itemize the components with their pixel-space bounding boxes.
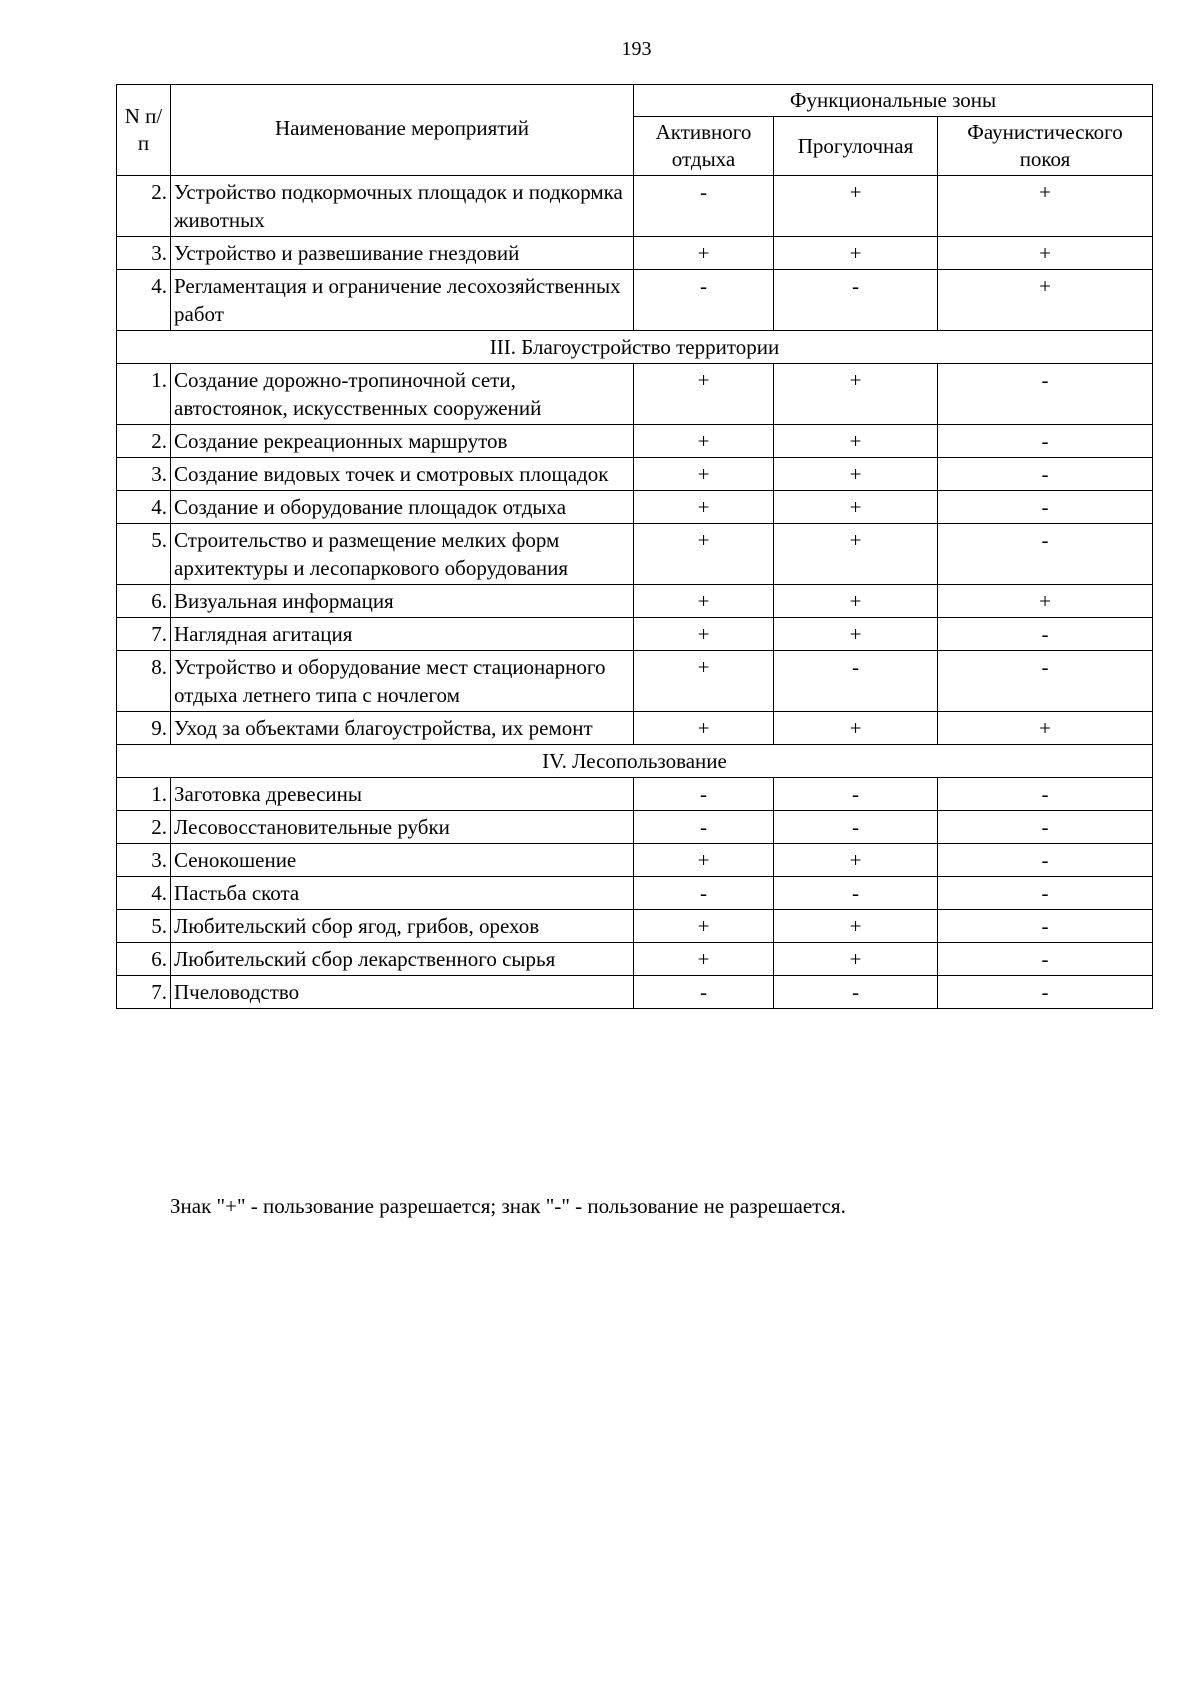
- section-title: IV. Лесопользование: [117, 745, 1153, 778]
- measure-name: Любительский сбор лекарственного сырья: [171, 943, 634, 976]
- table-row: [117, 585, 1153, 618]
- mark-walking: -: [774, 877, 938, 910]
- mark-walking: -: [774, 651, 938, 712]
- mark-active-rest: +: [634, 364, 774, 425]
- mark-fauna-rest: -: [938, 844, 1153, 877]
- row-number: 7.: [117, 976, 171, 1009]
- mark-fauna-rest: +: [938, 270, 1153, 331]
- measure-name: Создание видовых точек и смотровых площадок: [171, 458, 634, 491]
- table-row: [117, 270, 1153, 331]
- header-zone-fauna: Фаунистического покоя: [938, 117, 1153, 176]
- header-num: N п/п: [117, 85, 171, 176]
- mark-walking: +: [774, 844, 938, 877]
- measure-name: Создание и оборудование площадок отдыха: [171, 491, 634, 524]
- row-number: 2.: [117, 425, 171, 458]
- mark-walking: +: [774, 618, 938, 651]
- table-row: [117, 844, 1153, 877]
- mark-active-rest: -: [634, 976, 774, 1009]
- row-number: 3.: [117, 237, 171, 270]
- table-row: [117, 651, 1153, 712]
- table-row: [117, 778, 1153, 811]
- table-row: [117, 491, 1153, 524]
- measure-name: Пастьба скота: [171, 877, 634, 910]
- table-body-improvement: [117, 364, 1153, 745]
- mark-walking: +: [774, 943, 938, 976]
- mark-fauna-rest: -: [938, 491, 1153, 524]
- measure-name: Уход за объектами благоустройства, их ремонт: [171, 712, 634, 745]
- measure-name: Устройство подкормочных площадок и подкормка животных: [171, 176, 634, 237]
- mark-fauna-rest: +: [938, 176, 1153, 237]
- mark-active-rest: +: [634, 943, 774, 976]
- mark-walking: -: [774, 778, 938, 811]
- measure-name: Устройство и развешивание гнездовий: [171, 237, 634, 270]
- mark-active-rest: +: [634, 910, 774, 943]
- row-number: 6.: [117, 943, 171, 976]
- measure-name: Заготовка древесины: [171, 778, 634, 811]
- row-number: 5.: [117, 524, 171, 585]
- table-row: [117, 910, 1153, 943]
- mark-fauna-rest: -: [938, 778, 1153, 811]
- measure-name: Лесовосстановительные рубки: [171, 811, 634, 844]
- measures-table: [116, 84, 1153, 1009]
- mark-walking: +: [774, 910, 938, 943]
- table-row: [117, 877, 1153, 910]
- mark-walking: +: [774, 425, 938, 458]
- mark-fauna-rest: -: [938, 943, 1153, 976]
- mark-active-rest: -: [634, 270, 774, 331]
- mark-walking: +: [774, 237, 938, 270]
- measure-name: Пчеловодство: [171, 976, 634, 1009]
- mark-active-rest: +: [634, 585, 774, 618]
- mark-active-rest: +: [634, 712, 774, 745]
- measure-name: Регламентация и ограничение лесохозяйственных работ: [171, 270, 634, 331]
- row-number: 2.: [117, 176, 171, 237]
- row-number: 1.: [117, 778, 171, 811]
- measure-name: Любительский сбор ягод, грибов, орехов: [171, 910, 634, 943]
- table-row: [117, 176, 1153, 237]
- mark-walking: +: [774, 585, 938, 618]
- mark-active-rest: +: [634, 458, 774, 491]
- mark-walking: -: [774, 976, 938, 1009]
- mark-active-rest: +: [634, 524, 774, 585]
- mark-fauna-rest: +: [938, 237, 1153, 270]
- row-number: 3.: [117, 844, 171, 877]
- row-number: 8.: [117, 651, 171, 712]
- mark-walking: +: [774, 458, 938, 491]
- table-header: [117, 85, 1153, 176]
- row-number: 9.: [117, 712, 171, 745]
- mark-fauna-rest: -: [938, 877, 1153, 910]
- row-number: 4.: [117, 877, 171, 910]
- mark-fauna-rest: +: [938, 585, 1153, 618]
- row-number: 3.: [117, 458, 171, 491]
- mark-active-rest: -: [634, 778, 774, 811]
- mark-fauna-rest: -: [938, 364, 1153, 425]
- measure-name: Визуальная информация: [171, 585, 634, 618]
- mark-fauna-rest: -: [938, 458, 1153, 491]
- mark-fauna-rest: -: [938, 976, 1153, 1009]
- mark-active-rest: +: [634, 618, 774, 651]
- mark-active-rest: -: [634, 176, 774, 237]
- table-row: [117, 524, 1153, 585]
- table-row: [117, 364, 1153, 425]
- row-number: 5.: [117, 910, 171, 943]
- measure-name: Создание рекреационных маршрутов: [171, 425, 634, 458]
- mark-active-rest: +: [634, 237, 774, 270]
- mark-active-rest: +: [634, 491, 774, 524]
- header-zones: Функциональные зоны: [634, 85, 1153, 117]
- table-row: [117, 458, 1153, 491]
- mark-walking: +: [774, 524, 938, 585]
- table-row: [117, 425, 1153, 458]
- mark-active-rest: -: [634, 811, 774, 844]
- mark-walking: +: [774, 176, 938, 237]
- header-name: Наименование мероприятий: [171, 85, 634, 176]
- mark-walking: +: [774, 712, 938, 745]
- table-body-forest-use: [117, 778, 1153, 1009]
- row-number: 4.: [117, 491, 171, 524]
- mark-active-rest: +: [634, 844, 774, 877]
- measure-name: Сенокошение: [171, 844, 634, 877]
- mark-fauna-rest: -: [938, 618, 1153, 651]
- page-number: 193: [621, 38, 652, 60]
- section-header-forest-use: [117, 745, 1153, 778]
- table-row: [117, 712, 1153, 745]
- row-number: 6.: [117, 585, 171, 618]
- header-zone-active: Активного отдыха: [634, 117, 774, 176]
- measure-name: Создание дорожно-тропиночной сети, автостоянок, искусственных сооружений: [171, 364, 634, 425]
- mark-active-rest: +: [634, 651, 774, 712]
- mark-active-rest: +: [634, 425, 774, 458]
- measure-name: Устройство и оборудование мест стационарного отдыха летнего типа с ночлегом: [171, 651, 634, 712]
- mark-active-rest: -: [634, 877, 774, 910]
- row-number: 7.: [117, 618, 171, 651]
- table-body-protection: [117, 176, 1153, 331]
- row-number: 1.: [117, 364, 171, 425]
- row-number: 2.: [117, 811, 171, 844]
- mark-walking: +: [774, 364, 938, 425]
- mark-fauna-rest: -: [938, 425, 1153, 458]
- table-row: [117, 811, 1153, 844]
- section-header-improvement: [117, 331, 1153, 364]
- row-number: 4.: [117, 270, 171, 331]
- table-row: [117, 976, 1153, 1009]
- measure-name: Наглядная агитация: [171, 618, 634, 651]
- mark-walking: -: [774, 811, 938, 844]
- header-zone-walk: Прогулочная: [774, 117, 938, 176]
- mark-fauna-rest: +: [938, 712, 1153, 745]
- legend-note: Знак "+" - пользование разрешается; знак "-" - пользование не разрешается.: [170, 1194, 846, 1218]
- table-row: [117, 618, 1153, 651]
- mark-fauna-rest: -: [938, 524, 1153, 585]
- mark-fauna-rest: -: [938, 811, 1153, 844]
- section-title: III. Благоустройство территории: [117, 331, 1153, 364]
- table-row: [117, 237, 1153, 270]
- mark-fauna-rest: -: [938, 910, 1153, 943]
- measure-name: Строительство и размещение мелких форм архитектуры и лесопаркового оборудования: [171, 524, 634, 585]
- mark-fauna-rest: -: [938, 651, 1153, 712]
- table-row: [117, 943, 1153, 976]
- mark-walking: -: [774, 270, 938, 331]
- mark-walking: +: [774, 491, 938, 524]
